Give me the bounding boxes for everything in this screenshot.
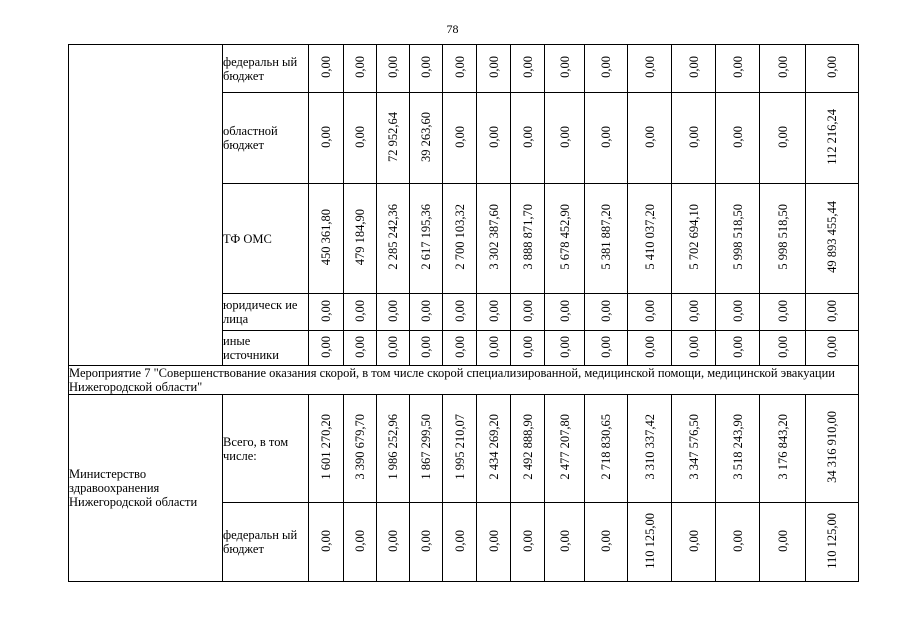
value-cell bbox=[377, 395, 410, 503]
value-text: 0,00 bbox=[486, 125, 501, 148]
value-text: 0,00 bbox=[486, 56, 501, 78]
value-text: 0,00 bbox=[599, 529, 613, 552]
value-cell bbox=[410, 395, 443, 503]
value-cell bbox=[545, 45, 585, 93]
value-cell bbox=[410, 331, 443, 366]
value-cell bbox=[545, 294, 585, 331]
value-cell bbox=[511, 395, 545, 503]
value-cell bbox=[477, 93, 511, 184]
value-cell bbox=[443, 93, 477, 184]
value-text: 0,00 bbox=[686, 335, 701, 358]
value-text: 0,00 bbox=[730, 56, 745, 78]
value-text: 2 492 888,90 bbox=[520, 414, 535, 480]
value-cell bbox=[477, 395, 511, 503]
value-text: 0,00 bbox=[386, 335, 400, 358]
value-text: 0,00 bbox=[419, 56, 433, 78]
value-text: 0,00 bbox=[686, 56, 701, 78]
value-text: 5 410 037,20 bbox=[642, 204, 657, 270]
value-text: 0,00 bbox=[353, 56, 367, 78]
value-text: 5 381 887,20 bbox=[599, 204, 613, 270]
funding-source: федеральн ый бюджет bbox=[223, 45, 309, 93]
value-text: 2 434 269,20 bbox=[486, 414, 501, 480]
value-text: 0,00 bbox=[775, 56, 790, 78]
value-cell bbox=[410, 503, 443, 582]
value-text: 3 518 243,90 bbox=[730, 414, 745, 480]
value-text: 0,00 bbox=[419, 335, 433, 358]
value-cell bbox=[716, 395, 760, 503]
value-cell bbox=[309, 395, 344, 503]
value-cell bbox=[760, 294, 806, 331]
value-text: 5 998 518,50 bbox=[730, 204, 745, 270]
value-cell bbox=[344, 93, 377, 184]
value-cell bbox=[344, 45, 377, 93]
value-cell bbox=[628, 45, 672, 93]
organization-cell: Министерство здравоохранения Нижегородской области bbox=[69, 395, 223, 582]
value-text: 1 986 252,96 bbox=[386, 414, 400, 480]
value-text: 3 888 871,70 bbox=[520, 204, 535, 270]
value-cell bbox=[309, 45, 344, 93]
value-text: 110 125,00 bbox=[825, 512, 839, 569]
value-cell bbox=[511, 184, 545, 294]
value-text: 479 184,90 bbox=[353, 208, 367, 266]
value-text: 0,00 bbox=[452, 529, 467, 552]
value-cell bbox=[716, 93, 760, 184]
value-cell bbox=[410, 45, 443, 93]
value-text: 0,00 bbox=[452, 125, 467, 148]
value-cell bbox=[672, 503, 716, 582]
value-text: 0,00 bbox=[599, 125, 613, 148]
value-text: 0,00 bbox=[520, 529, 535, 552]
section-title: Мероприятие 7 "Совершенствование оказания скорой, в том числе скорой специализированной, медицинской помощи, медицинской эвакуации Нижегородской области" bbox=[69, 366, 859, 395]
value-cell bbox=[443, 184, 477, 294]
value-cell bbox=[344, 184, 377, 294]
value-cell bbox=[410, 93, 443, 184]
value-cell bbox=[377, 93, 410, 184]
funding-source: юридическ ие лица bbox=[223, 294, 309, 331]
value-text: 0,00 bbox=[353, 125, 367, 148]
value-cell bbox=[628, 395, 672, 503]
value-cell bbox=[545, 184, 585, 294]
value-text: 0,00 bbox=[686, 299, 701, 322]
value-cell bbox=[806, 395, 859, 503]
value-text: 110 125,00 bbox=[642, 512, 657, 569]
funding-source: иные источники bbox=[223, 331, 309, 366]
value-cell bbox=[628, 184, 672, 294]
table-row bbox=[69, 45, 859, 93]
value-cell bbox=[628, 503, 672, 582]
value-text: 1 995 210,07 bbox=[452, 414, 467, 480]
value-text: 0,00 bbox=[730, 125, 745, 148]
value-cell bbox=[672, 93, 716, 184]
value-text: 0,00 bbox=[686, 125, 701, 148]
value-cell bbox=[585, 294, 628, 331]
value-cell bbox=[477, 331, 511, 366]
value-cell bbox=[628, 294, 672, 331]
value-text: 2 700 103,32 bbox=[452, 204, 467, 270]
value-text: 0,00 bbox=[775, 299, 790, 322]
funding-source: областной бюджет bbox=[223, 93, 309, 184]
value-cell bbox=[477, 45, 511, 93]
value-cell bbox=[344, 294, 377, 331]
value-text: 2 718 830,65 bbox=[599, 414, 613, 480]
value-text: 0,00 bbox=[319, 125, 333, 148]
value-text: 49 893 455,44 bbox=[825, 201, 839, 273]
value-cell bbox=[309, 184, 344, 294]
value-cell bbox=[672, 184, 716, 294]
value-text: 0,00 bbox=[825, 299, 839, 322]
value-cell bbox=[806, 45, 859, 93]
value-cell bbox=[309, 294, 344, 331]
funding-source: ТФ ОМС bbox=[223, 184, 309, 294]
value-text: 0,00 bbox=[520, 299, 535, 322]
funding-source: федеральн ый бюджет bbox=[223, 503, 309, 582]
value-text: 34 316 910,00 bbox=[825, 411, 839, 483]
value-cell bbox=[716, 45, 760, 93]
budget-table bbox=[68, 44, 859, 582]
value-text: 0,00 bbox=[599, 335, 613, 358]
value-text: 0,00 bbox=[452, 299, 467, 322]
value-cell bbox=[511, 503, 545, 582]
value-cell bbox=[344, 395, 377, 503]
value-text: 0,00 bbox=[730, 299, 745, 322]
value-text: 0,00 bbox=[353, 299, 367, 322]
value-cell bbox=[672, 331, 716, 366]
value-text: 0,00 bbox=[452, 335, 467, 358]
value-text: 0,00 bbox=[419, 299, 433, 322]
value-text: 0,00 bbox=[686, 529, 701, 552]
value-cell bbox=[716, 331, 760, 366]
value-text: 0,00 bbox=[557, 299, 572, 322]
value-text: 0,00 bbox=[386, 299, 400, 322]
value-text: 0,00 bbox=[775, 335, 790, 358]
value-cell bbox=[477, 294, 511, 331]
value-text: 0,00 bbox=[353, 335, 367, 358]
value-cell bbox=[477, 184, 511, 294]
value-cell bbox=[443, 395, 477, 503]
value-text: 0,00 bbox=[557, 125, 572, 148]
value-text: 0,00 bbox=[520, 56, 535, 78]
organization-cell bbox=[69, 45, 223, 366]
value-cell bbox=[760, 45, 806, 93]
value-cell bbox=[760, 184, 806, 294]
value-text: 2 285 242,36 bbox=[386, 204, 400, 270]
value-text: 0,00 bbox=[386, 529, 400, 552]
value-cell bbox=[511, 331, 545, 366]
value-cell bbox=[585, 93, 628, 184]
value-text: 0,00 bbox=[642, 125, 657, 148]
value-cell bbox=[545, 503, 585, 582]
value-cell bbox=[806, 184, 859, 294]
value-cell bbox=[309, 93, 344, 184]
value-cell bbox=[443, 294, 477, 331]
value-text: 0,00 bbox=[730, 335, 745, 358]
value-text: 0,00 bbox=[452, 56, 467, 78]
value-text: 0,00 bbox=[642, 335, 657, 358]
value-cell bbox=[806, 294, 859, 331]
value-text: 0,00 bbox=[319, 56, 333, 78]
value-text: 5 702 694,10 bbox=[686, 204, 701, 270]
section-row bbox=[69, 366, 859, 395]
value-cell bbox=[309, 503, 344, 582]
block1-rows bbox=[69, 45, 859, 366]
value-cell bbox=[585, 45, 628, 93]
value-text: 1 601 270,20 bbox=[319, 414, 333, 480]
value-cell bbox=[443, 45, 477, 93]
value-cell bbox=[545, 331, 585, 366]
value-text: 2 617 195,36 bbox=[419, 204, 433, 270]
value-text: 0,00 bbox=[557, 56, 572, 78]
value-cell bbox=[377, 331, 410, 366]
value-cell bbox=[309, 331, 344, 366]
value-text: 1 867 299,50 bbox=[419, 414, 433, 480]
value-text: 0,00 bbox=[599, 56, 613, 78]
value-text: 3 302 387,60 bbox=[486, 204, 501, 270]
value-cell bbox=[806, 93, 859, 184]
value-text: 0,00 bbox=[520, 335, 535, 358]
value-cell bbox=[377, 294, 410, 331]
value-cell bbox=[511, 45, 545, 93]
value-text: 3 347 576,50 bbox=[686, 414, 701, 480]
value-cell bbox=[716, 294, 760, 331]
value-cell bbox=[672, 294, 716, 331]
value-text: 0,00 bbox=[319, 335, 333, 358]
value-cell bbox=[443, 331, 477, 366]
value-cell bbox=[716, 503, 760, 582]
value-cell bbox=[628, 331, 672, 366]
value-cell bbox=[628, 93, 672, 184]
value-cell bbox=[585, 395, 628, 503]
block2-rows bbox=[69, 395, 859, 582]
value-text: 72 952,64 bbox=[386, 111, 400, 162]
value-text: 0,00 bbox=[557, 335, 572, 358]
value-text: 0,00 bbox=[486, 335, 501, 358]
value-cell bbox=[477, 503, 511, 582]
value-text: 112 216,24 bbox=[825, 108, 839, 165]
value-cell bbox=[377, 503, 410, 582]
value-cell bbox=[511, 294, 545, 331]
value-cell bbox=[760, 331, 806, 366]
value-text: 0,00 bbox=[557, 529, 572, 552]
value-cell bbox=[511, 93, 545, 184]
value-cell bbox=[377, 45, 410, 93]
value-text: 2 477 207,80 bbox=[557, 414, 572, 480]
value-text: 0,00 bbox=[775, 125, 790, 148]
value-cell bbox=[760, 503, 806, 582]
value-text: 0,00 bbox=[486, 299, 501, 322]
value-cell bbox=[806, 331, 859, 366]
value-text: 3 310 337,42 bbox=[642, 414, 657, 480]
value-cell bbox=[585, 331, 628, 366]
value-cell bbox=[410, 294, 443, 331]
value-cell bbox=[344, 331, 377, 366]
value-text: 0,00 bbox=[730, 529, 745, 552]
value-cell bbox=[716, 184, 760, 294]
value-text: 0,00 bbox=[775, 529, 790, 552]
value-text: 39 263,60 bbox=[419, 111, 433, 162]
value-cell bbox=[443, 503, 477, 582]
value-text: 0,00 bbox=[386, 56, 400, 78]
value-cell bbox=[545, 395, 585, 503]
value-text: 0,00 bbox=[520, 125, 535, 148]
table-row bbox=[69, 395, 859, 503]
value-text: 0,00 bbox=[825, 56, 839, 78]
value-text: 0,00 bbox=[419, 529, 433, 552]
value-cell bbox=[344, 503, 377, 582]
value-text: 0,00 bbox=[319, 299, 333, 322]
value-text: 3 176 843,20 bbox=[775, 414, 790, 480]
value-cell bbox=[760, 93, 806, 184]
value-text: 0,00 bbox=[353, 529, 367, 552]
value-text: 3 390 679,70 bbox=[353, 414, 367, 480]
value-cell bbox=[545, 93, 585, 184]
value-cell bbox=[672, 395, 716, 503]
value-text: 0,00 bbox=[599, 299, 613, 322]
value-text: 5 678 452,90 bbox=[557, 204, 572, 270]
value-cell bbox=[377, 184, 410, 294]
value-text: 0,00 bbox=[486, 529, 501, 552]
value-text: 0,00 bbox=[642, 299, 657, 322]
value-text: 0,00 bbox=[642, 56, 657, 78]
value-cell bbox=[410, 184, 443, 294]
value-cell bbox=[585, 184, 628, 294]
value-cell bbox=[806, 503, 859, 582]
value-text: 0,00 bbox=[825, 335, 839, 358]
page-number: 78 bbox=[446, 22, 459, 36]
value-cell bbox=[760, 395, 806, 503]
value-cell bbox=[672, 45, 716, 93]
funding-source: Всего, в том числе: bbox=[223, 395, 309, 503]
value-text: 450 361,80 bbox=[319, 208, 333, 266]
value-cell bbox=[585, 503, 628, 582]
value-text: 0,00 bbox=[319, 529, 333, 552]
value-text: 5 998 518,50 bbox=[775, 204, 790, 270]
